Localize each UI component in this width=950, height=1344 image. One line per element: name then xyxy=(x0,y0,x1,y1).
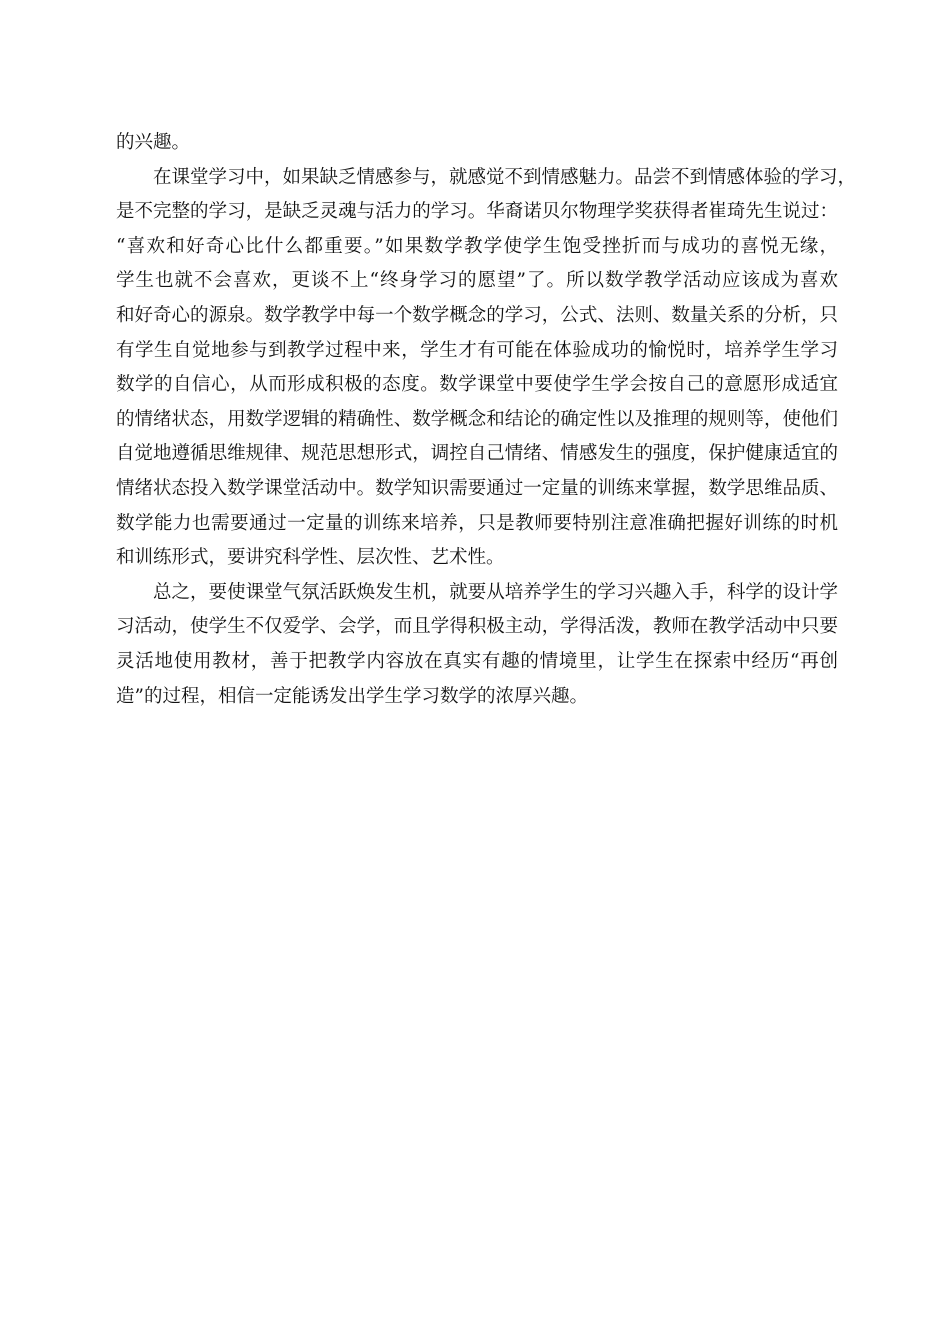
paragraph-classroom-emotion xyxy=(116,161,857,576)
paragraph-conclusion xyxy=(116,576,838,714)
document-body xyxy=(116,126,857,714)
text-line: 在课堂学习中，如果缺乏情感参与，就感觉不到情感魅力。品尝不到情感体验的学习， xyxy=(153,166,857,188)
text-line: 总之，要使课堂气氛活跃焕发生机，就要从培养学生的学习兴趣入手，科学的设计学 xyxy=(153,581,838,603)
text-line: 的情绪状态，用数学逻辑的精确性、数学概念和结论的确定性以及推理的规则等，使他们 xyxy=(116,408,838,430)
text-line: 数学能力也需要通过一定量的训练来培养，只是教师要特别注意准确把握好训练的时机 xyxy=(116,512,838,534)
text-line: 有学生自觉地参与到教学过程中来，学生才有可能在体验成功的愉悦时，培养学生学习 xyxy=(116,339,838,361)
text-line: 情绪状态投入数学课堂活动中。数学知识需要通过一定量的训练来掌握，数学思维品质、 xyxy=(116,477,838,499)
text-line: 和训练形式，要讲究科学性、层次性、艺术性。 xyxy=(116,547,505,569)
text-line: 学生也就不会喜欢，更谈不上“终身学习的愿望”了。所以数学教学活动应该成为喜欢 xyxy=(116,270,838,292)
text-line: 和好奇心的源泉。数学教学中每一个数学概念的学习，公式、法则、数量关系的分析，只 xyxy=(116,304,838,326)
text-line: 数学的自信心，从而形成积极的态度。数学课堂中要使学生学会按自己的意愿形成适宜 xyxy=(116,374,838,396)
text-line: “喜欢和好奇心比什么都重要。”如果数学教学使学生饱受挫折而与成功的喜悦无缘， xyxy=(116,235,838,257)
text-line: 是不完整的学习，是缺乏灵魂与活力的学习。华裔诺贝尔物理学奖获得者崔琦先生说过： xyxy=(116,201,838,223)
paragraph-continuation xyxy=(116,126,838,161)
text-line: 的兴趣。 xyxy=(116,132,191,153)
text-line: 灵活地使用教材，善于把教学内容放在真实有趣的情境里，让学生在探索中经历“再创 xyxy=(116,650,838,672)
text-line: 自觉地遵循思维规律、规范思想形式，调控自己情绪、情感发生的强度，保护健康适宜的 xyxy=(116,443,838,465)
text-line: 造”的过程，相信一定能诱发出学生学习数学的浓厚兴趣。 xyxy=(116,685,588,707)
text-line: 习活动，使学生不仅爱学、会学，而且学得积极主动，学得活泼，教师在教学活动中只要 xyxy=(116,616,838,638)
